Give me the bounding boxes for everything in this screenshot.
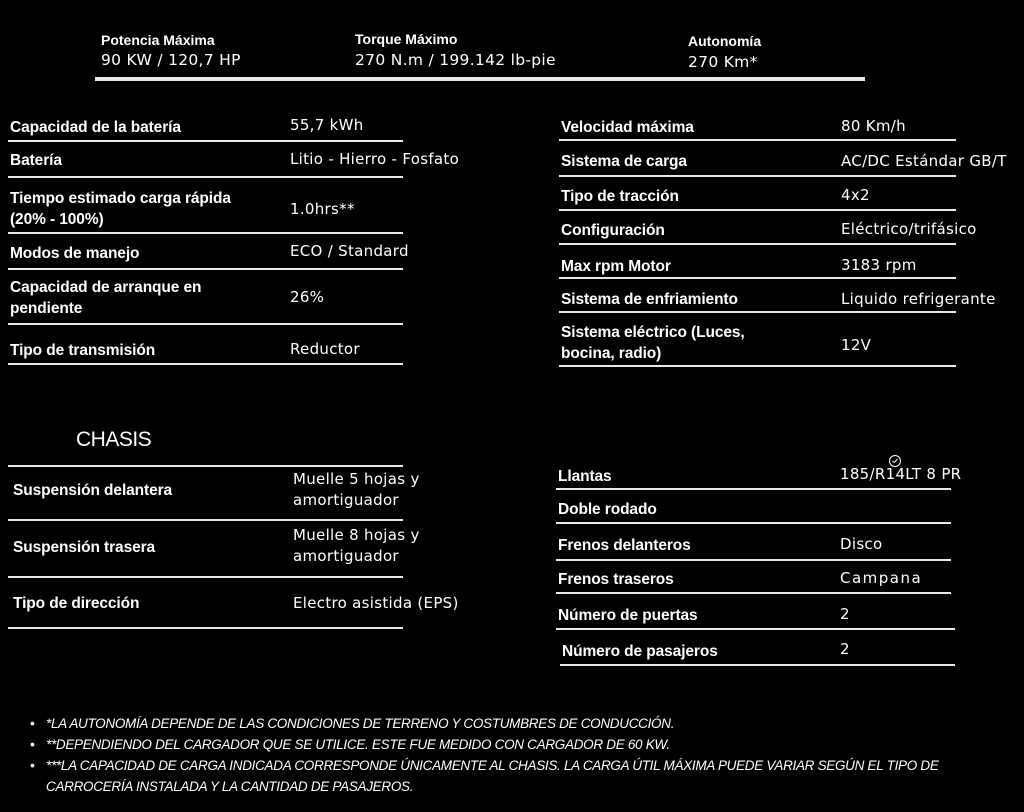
row-divider — [560, 664, 955, 666]
row-divider — [559, 139, 956, 141]
spec-label: Sistema de enfriamiento — [561, 291, 738, 308]
row-divider — [8, 519, 403, 521]
row-divider — [559, 175, 956, 177]
spec-value: Electro asistida (EPS) — [293, 594, 459, 612]
spec-label: Tipo de transmisión — [10, 342, 156, 359]
row-divider — [8, 176, 403, 178]
footnotes-list — [30, 713, 970, 797]
spec-value: 2 — [840, 640, 850, 658]
row-divider — [559, 365, 956, 367]
footnote: • *LA AUTONOMÍA DEPENDE DE LAS CONDICIONES DE TERRENO Y COSTUMBRES DE CONDUCCIÓN. — [30, 713, 970, 734]
spec-value: Liquido refrigerante — [841, 290, 996, 308]
row-divider — [559, 243, 956, 245]
row-divider — [556, 488, 951, 490]
row-divider — [8, 363, 403, 365]
spec-label: Suspensión delantera — [13, 482, 173, 499]
spec-label: Configuración — [561, 222, 665, 239]
spec-label: Número de puertas — [558, 607, 698, 624]
spec-value: 26% — [290, 288, 325, 306]
row-divider — [8, 140, 403, 142]
spec-value: Litio - Hierro - Fosfato — [290, 150, 460, 168]
header-divider — [95, 77, 865, 81]
spec-label: Tipo de tracción — [561, 188, 679, 205]
spec-value: ECO / Standard — [290, 242, 409, 260]
spec-value: 1.0hrs** — [290, 200, 355, 218]
spec-value: 3183 rpm — [841, 256, 917, 274]
row-divider — [559, 277, 956, 279]
check-circle-icon — [889, 455, 901, 467]
spec-value: Campana — [840, 569, 923, 587]
row-divider — [556, 628, 955, 630]
footnote: • **DEPENDIENDO DEL CARGADOR QUE SE UTILICE. ESTE FUE MEDIDO CON CARGADOR DE 60 KW. — [30, 734, 970, 755]
power-value: 90 KW / 120,7 HP — [101, 51, 241, 69]
spec-value: Eléctrico/trifásico — [841, 220, 977, 238]
spec-label: Capacidad de arranque en pendiente — [10, 279, 202, 317]
row-divider — [8, 268, 403, 270]
row-divider — [559, 311, 956, 313]
spec-value: 80 Km/h — [841, 117, 906, 135]
spec-label: Doble rodado — [558, 501, 657, 518]
spec-label: Capacidad de la batería — [10, 119, 181, 136]
spec-value: Muelle 5 hojas y amortiguador — [293, 470, 420, 509]
spec-label: Número de pasajeros — [562, 643, 718, 660]
spec-label: Tipo de dirección — [13, 595, 140, 612]
spec-label: Frenos delanteros — [558, 537, 691, 554]
row-divider — [8, 465, 403, 467]
torque-label: Torque Máximo — [355, 31, 458, 47]
spec-value: 2 — [840, 605, 850, 623]
row-divider — [556, 522, 951, 524]
row-divider — [8, 232, 403, 234]
power-label: Potencia Máxima — [101, 32, 215, 48]
spec-value: Muelle 8 hojas y amortiguador — [293, 526, 420, 565]
spec-label: Max rpm Motor — [561, 258, 671, 275]
row-divider — [559, 209, 956, 211]
row-divider — [8, 323, 403, 325]
spec-label: Frenos traseros — [558, 571, 674, 588]
spec-value: Reductor — [290, 340, 360, 358]
row-divider — [556, 592, 951, 594]
spec-value: Disco — [840, 535, 883, 553]
spec-label: Sistema eléctrico (Luces, bocina, radio) — [561, 324, 745, 362]
spec-value: 4x2 — [841, 186, 870, 204]
spec-value: AC/DC Estándar GB/T — [841, 152, 1007, 170]
row-divider — [8, 576, 403, 578]
range-label: Autonomía — [688, 33, 762, 49]
range-value: 270 Km* — [688, 53, 758, 71]
spec-label: Sistema de carga — [561, 153, 687, 170]
footnote: • ***LA CAPACIDAD DE CARGA INDICADA CORRESPONDE ÚNICAMENTE AL CHASIS. LA CARGA ÚTIL MÁXIMA PUEDE VARIAR SEGÚN EL TIPO DE CARROCERÍA INSTALADA Y LA CANTIDAD DE PASAJEROS. — [30, 755, 970, 797]
spec-label: Suspensión trasera — [13, 539, 156, 556]
spec-value: 185/R14LT 8 PR — [840, 465, 962, 483]
spec-label: Batería — [10, 152, 62, 169]
row-divider — [556, 559, 951, 561]
spec-value: 55,7 kWh — [290, 116, 364, 134]
spec-label: Llantas — [558, 468, 612, 485]
spec-label: Tiempo estimado carga rápida (20% - 100%) — [10, 190, 231, 228]
spec-label: Velocidad máxima — [561, 119, 694, 136]
spec-value: 12V — [841, 336, 872, 354]
torque-value: 270 N.m / 199.142 lb-pie — [355, 51, 556, 69]
spec-label: Modos de manejo — [10, 245, 140, 262]
row-divider — [8, 627, 403, 629]
chassis-title: CHASIS — [76, 428, 152, 451]
